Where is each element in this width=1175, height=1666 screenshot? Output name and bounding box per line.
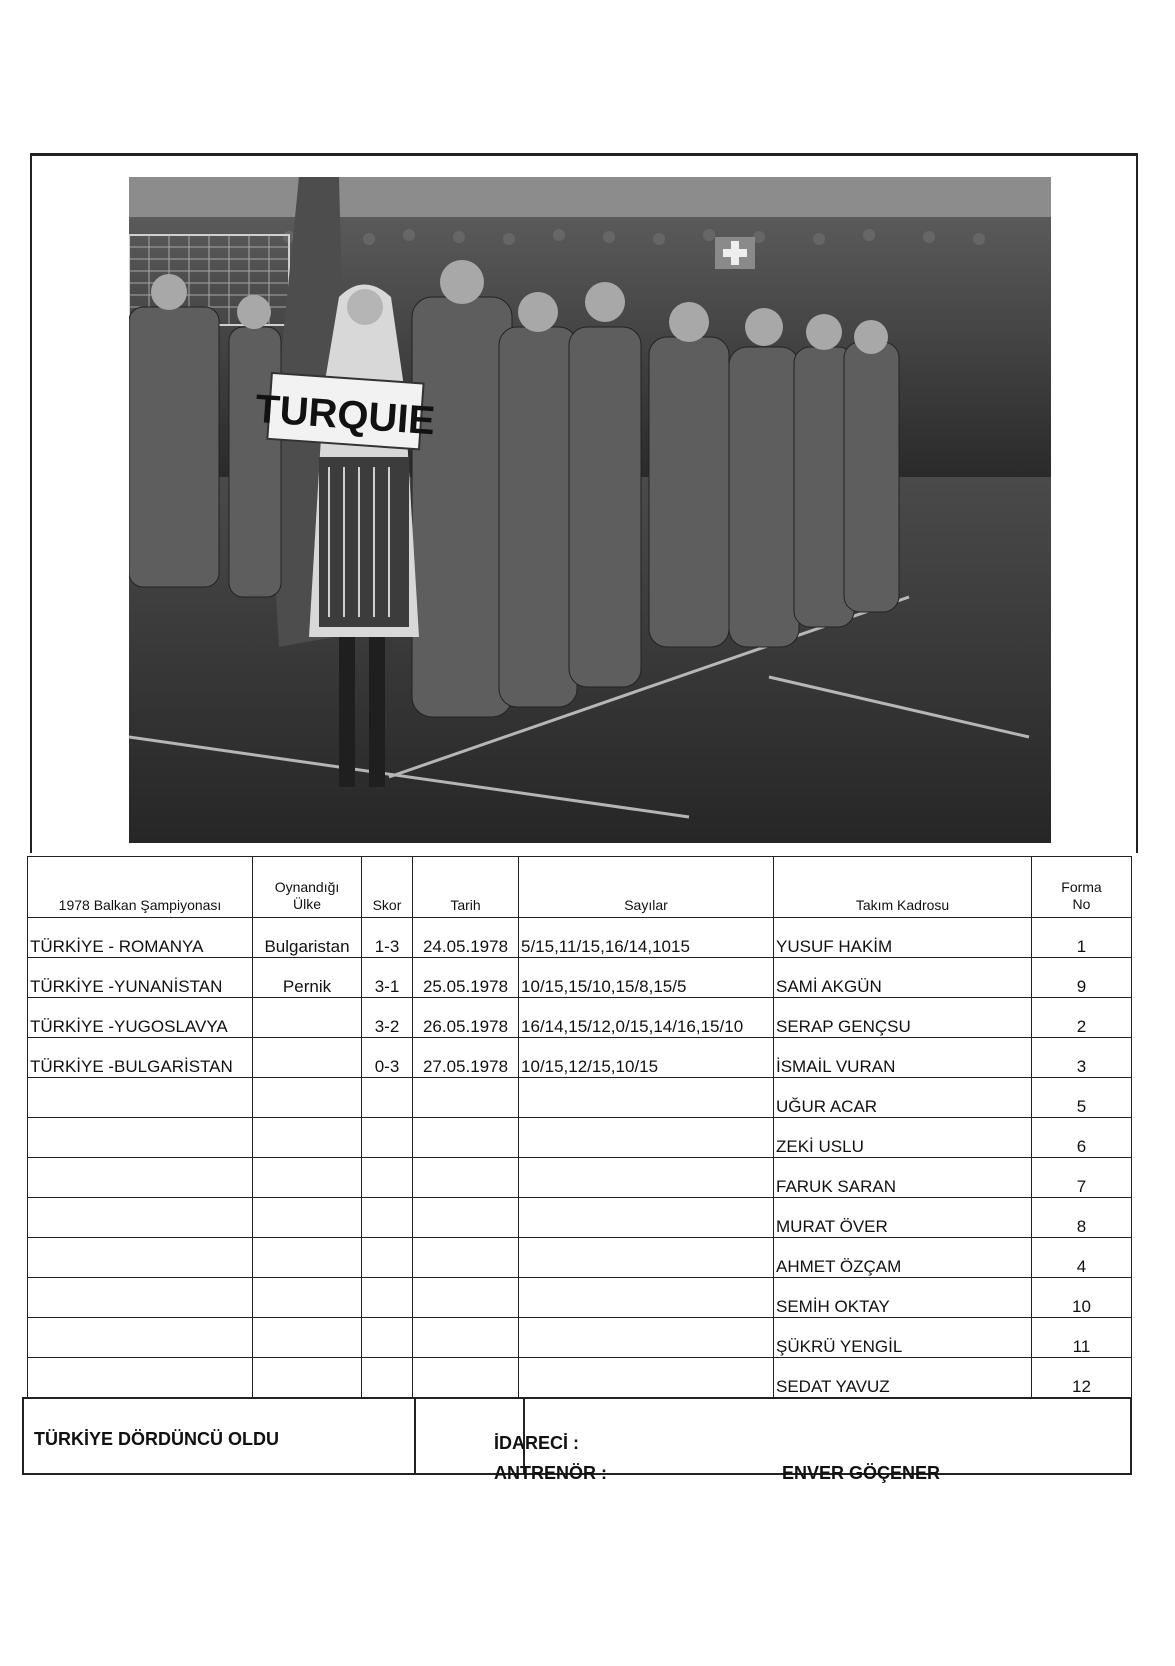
date-cell: [413, 1278, 519, 1318]
match-cell: TÜRKİYE -YUNANİSTAN: [28, 958, 253, 998]
score-cell: 1-3: [362, 918, 413, 958]
table-header-row: [28, 857, 1132, 918]
score-cell: [362, 1318, 413, 1358]
date-cell: [413, 1238, 519, 1278]
table-row: [28, 958, 1132, 998]
date-cell: [413, 1078, 519, 1118]
player-cell: MURAT ÖVER: [774, 1198, 1032, 1238]
coach-name: ENVER GÖÇENER: [782, 1463, 941, 1483]
points-cell: [519, 1358, 774, 1398]
date-cell: 26.05.1978: [413, 998, 519, 1038]
date-cell: [413, 1198, 519, 1238]
footer-result-cell: [24, 1399, 416, 1473]
player-cell: SEDAT YAVUZ: [774, 1358, 1032, 1398]
header-jersey-line2: No: [1072, 896, 1091, 912]
date-cell: [413, 1158, 519, 1198]
header-roster: Takım Kadrosu: [774, 857, 1032, 918]
score-cell: [362, 1118, 413, 1158]
table-row: [28, 1278, 1132, 1318]
date-cell: [413, 1118, 519, 1158]
table-row: [28, 1318, 1132, 1358]
jersey-no-cell: 11: [1032, 1318, 1132, 1358]
result-text: TÜRKİYE DÖRDÜNCÜ OLDU: [34, 1429, 279, 1449]
points-cell: [519, 1278, 774, 1318]
points-cell: [519, 1318, 774, 1358]
country-cell: [253, 1278, 362, 1318]
header-score: Skor: [362, 857, 413, 918]
score-cell: [362, 1078, 413, 1118]
points-cell: 16/14,15/12,0/15,14/16,15/10: [519, 998, 774, 1038]
points-cell: [519, 1198, 774, 1238]
country-cell: [253, 1158, 362, 1198]
header-country-line1: Oynandığı: [274, 879, 340, 895]
jersey-no-cell: 2: [1032, 998, 1132, 1038]
score-cell: 3-1: [362, 958, 413, 998]
jersey-no-cell: 7: [1032, 1158, 1132, 1198]
points-cell: 5/15,11/15,16/14,1015: [519, 918, 774, 958]
country-cell: [253, 1078, 362, 1118]
score-cell: 0-3: [362, 1038, 413, 1078]
table-row: [28, 1198, 1132, 1238]
country-cell: [253, 998, 362, 1038]
table-row: [28, 998, 1132, 1038]
player-cell: FARUK SARAN: [774, 1158, 1032, 1198]
player-cell: YUSUF HAKİM: [774, 918, 1032, 958]
jersey-no-cell: 6: [1032, 1118, 1132, 1158]
match-cell: [28, 1238, 253, 1278]
country-cell: [253, 1038, 362, 1078]
country-cell: Pernik: [253, 958, 362, 998]
photo-illustration: [129, 177, 1051, 843]
match-cell: TÜRKİYE -YUGOSLAVYA: [28, 998, 253, 1038]
player-cell: SERAP GENÇSU: [774, 998, 1032, 1038]
table-row: [28, 1358, 1132, 1398]
manager-label: İDARECİ :: [494, 1433, 579, 1453]
jersey-no-cell: 10: [1032, 1278, 1132, 1318]
match-cell: TÜRKİYE -BULGARİSTAN: [28, 1038, 253, 1078]
points-cell: 10/15,12/15,10/15: [519, 1038, 774, 1078]
score-cell: [362, 1238, 413, 1278]
coach-label: ANTRENÖR :: [494, 1463, 607, 1483]
jersey-no-cell: 5: [1032, 1078, 1132, 1118]
jersey-no-cell: 12: [1032, 1358, 1132, 1398]
jersey-no-cell: 1: [1032, 918, 1132, 958]
match-cell: [28, 1078, 253, 1118]
jersey-no-cell: 8: [1032, 1198, 1132, 1238]
player-cell: SEMİH OKTAY: [774, 1278, 1032, 1318]
team-photo: [129, 177, 1051, 843]
score-cell: [362, 1198, 413, 1238]
jersey-no-cell: 9: [1032, 958, 1132, 998]
header-country-line2: Ülke: [292, 896, 321, 912]
score-cell: 3-2: [362, 998, 413, 1038]
match-cell: [28, 1118, 253, 1158]
match-cell: [28, 1158, 253, 1198]
table-row: [28, 1238, 1132, 1278]
match-cell: [28, 1318, 253, 1358]
country-cell: [253, 1118, 362, 1158]
country-cell: Bulgaristan: [253, 918, 362, 958]
match-cell: [28, 1278, 253, 1318]
header-country: [253, 857, 362, 918]
table-row: [28, 1038, 1132, 1078]
player-cell: SAMİ AKGÜN: [774, 958, 1032, 998]
sign-text: TURQUIE: [253, 386, 437, 444]
points-cell: [519, 1118, 774, 1158]
header-date: Tarih: [413, 857, 519, 918]
match-cell: [28, 1198, 253, 1238]
table-row: [28, 1118, 1132, 1158]
table-row: [28, 918, 1132, 958]
match-cell: TÜRKİYE - ROMANYA: [28, 918, 253, 958]
table-row: [28, 1158, 1132, 1198]
points-cell: [519, 1238, 774, 1278]
player-cell: ŞÜKRÜ YENGİL: [774, 1318, 1032, 1358]
jersey-no-cell: 3: [1032, 1038, 1132, 1078]
header-event: 1978 Balkan Şampiyonası: [28, 857, 253, 918]
score-cell: [362, 1158, 413, 1198]
player-cell: ZEKİ USLU: [774, 1118, 1032, 1158]
country-cell: [253, 1238, 362, 1278]
score-cell: [362, 1278, 413, 1318]
date-cell: 25.05.1978: [413, 958, 519, 998]
player-cell: AHMET ÖZÇAM: [774, 1238, 1032, 1278]
score-cell: [362, 1358, 413, 1398]
match-table: [27, 856, 1132, 1398]
country-cell: [253, 1358, 362, 1398]
date-cell: 24.05.1978: [413, 918, 519, 958]
points-cell: 10/15,15/10,15/8,15/5: [519, 958, 774, 998]
table-row: [28, 1078, 1132, 1118]
date-cell: 27.05.1978: [413, 1038, 519, 1078]
points-cell: [519, 1078, 774, 1118]
player-cell: İSMAİL VURAN: [774, 1038, 1032, 1078]
date-cell: [413, 1318, 519, 1358]
country-cell: [253, 1198, 362, 1238]
header-jersey-line1: Forma: [1061, 879, 1102, 895]
date-cell: [413, 1358, 519, 1398]
footer-box: [22, 1397, 1132, 1483]
country-cell: [253, 1318, 362, 1358]
header-points: Sayılar: [519, 857, 774, 918]
match-cell: [28, 1358, 253, 1398]
jersey-no-cell: 4: [1032, 1238, 1132, 1278]
points-cell: [519, 1158, 774, 1198]
header-jersey: [1032, 857, 1132, 918]
player-cell: UĞUR ACAR: [774, 1078, 1032, 1118]
